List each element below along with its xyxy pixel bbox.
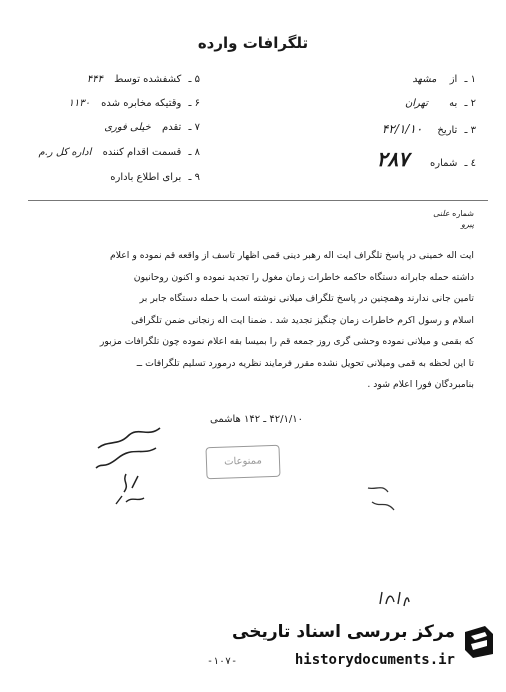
- field-label: از: [449, 74, 458, 85]
- copy-value: علنی: [433, 209, 450, 218]
- field-label: برای اطلاع باداره: [110, 172, 182, 183]
- field-number: ۵ ـ: [188, 74, 200, 85]
- body-line: ایت اله خمینی در پاسخ تلگراف ایت اله رهبر دینی قمی اظهار تاسف از واقعه قم نموده و اعلام: [109, 250, 474, 261]
- copy-label: شماره: [452, 209, 474, 218]
- watermark-logo: [205, 618, 497, 688]
- archive-logo-icon: [461, 624, 497, 660]
- handwritten-initials: [376, 588, 412, 610]
- field-for-information: [110, 172, 200, 183]
- field-number: ۸ ـ: [188, 147, 200, 158]
- field-label: شماره: [430, 158, 458, 169]
- field-action-unit: [38, 147, 200, 158]
- field-number: ۱ ـ: [464, 74, 476, 85]
- copy-sub: پیرو: [461, 220, 474, 229]
- page-code: -۱۰۷-: [207, 656, 238, 667]
- document-title: تلگرافات وارده: [197, 34, 309, 52]
- field-decoded-by: [87, 74, 200, 85]
- handwritten-mark: [362, 480, 402, 520]
- field-number: ۶ ـ: [188, 98, 200, 109]
- body-line: تا این لحظه به قمی ومیلانی تحویل نشده مقرر فرمایند نظریه درمورد تسلیم تلگرافات ــ: [136, 357, 474, 369]
- field-value: اداره کل ر.م: [38, 147, 92, 158]
- field-number: ۷ ـ: [188, 122, 200, 133]
- field-number: ٤ ـ: [464, 158, 476, 169]
- field-label: کشفشده توسط: [114, 74, 182, 85]
- field-number: ۹ ـ: [188, 172, 200, 183]
- field-label: به: [449, 98, 458, 109]
- telegram-body: [34, 245, 474, 396]
- field-value: ۲۸۷: [376, 147, 409, 171]
- handwritten-note: [88, 418, 168, 508]
- field-to: [405, 98, 476, 109]
- field-value: خیلی فوری: [104, 122, 151, 133]
- body-line: اسلام و رسول اکرم خاطرات زمان چنگیز تجدید شد . ضمنا ایت اله زنجانی ضمن تلگرافی: [131, 314, 474, 326]
- field-from: [412, 74, 476, 85]
- field-value: ۱۱۳۰: [68, 98, 90, 109]
- field-number-row: [377, 147, 476, 171]
- field-number: ۲ ـ: [464, 98, 476, 109]
- logo-url: historydocuments.ir: [294, 652, 455, 668]
- field-transmitted: [69, 98, 201, 109]
- field-number: ۳ ـ: [464, 125, 476, 136]
- signature-dateline: ۴۲/۱/۱۰ ـ ۱۴۲ هاشمی: [210, 414, 304, 425]
- field-date: [382, 122, 476, 136]
- field-value: مشهد: [412, 74, 437, 85]
- copy-reference: [433, 208, 474, 230]
- field-label: تقدم: [162, 122, 182, 133]
- field-label: قسمت اقدام کننده: [102, 147, 182, 158]
- field-label: تاریخ: [437, 125, 458, 136]
- field-value: تهران: [404, 98, 428, 109]
- field-label: وقتیکه مخابره شده: [101, 98, 182, 109]
- body-line: بنامبردگان فورا اعلام شود .: [367, 379, 474, 390]
- field-value: ۴۲/۱/۱۰: [381, 122, 423, 136]
- field-priority: [104, 122, 200, 133]
- field-value: ۴۴۴: [86, 74, 103, 85]
- section-divider: [28, 200, 488, 201]
- office-stamp: ممنوعات: [205, 445, 280, 480]
- body-line: که بقمی و میلانی نموده وحشی گری روز جمعه قم را بمیسا بقه اعلام نموده چون تلگرافات مزبور: [99, 336, 474, 347]
- body-line: تامین جانی ندارند وهمچنین در پاسخ تلگراف میلانی نوشته است با حمله دستگاه جابر بر: [139, 293, 474, 304]
- body-line: داشته حمله جابرانه دستگاه حاکمه خاطرات زمان مغول را تجدید نموده و اکنون روحانیون: [133, 271, 474, 283]
- logo-title: مرکز بررسی اسناد تاریخی: [232, 622, 455, 642]
